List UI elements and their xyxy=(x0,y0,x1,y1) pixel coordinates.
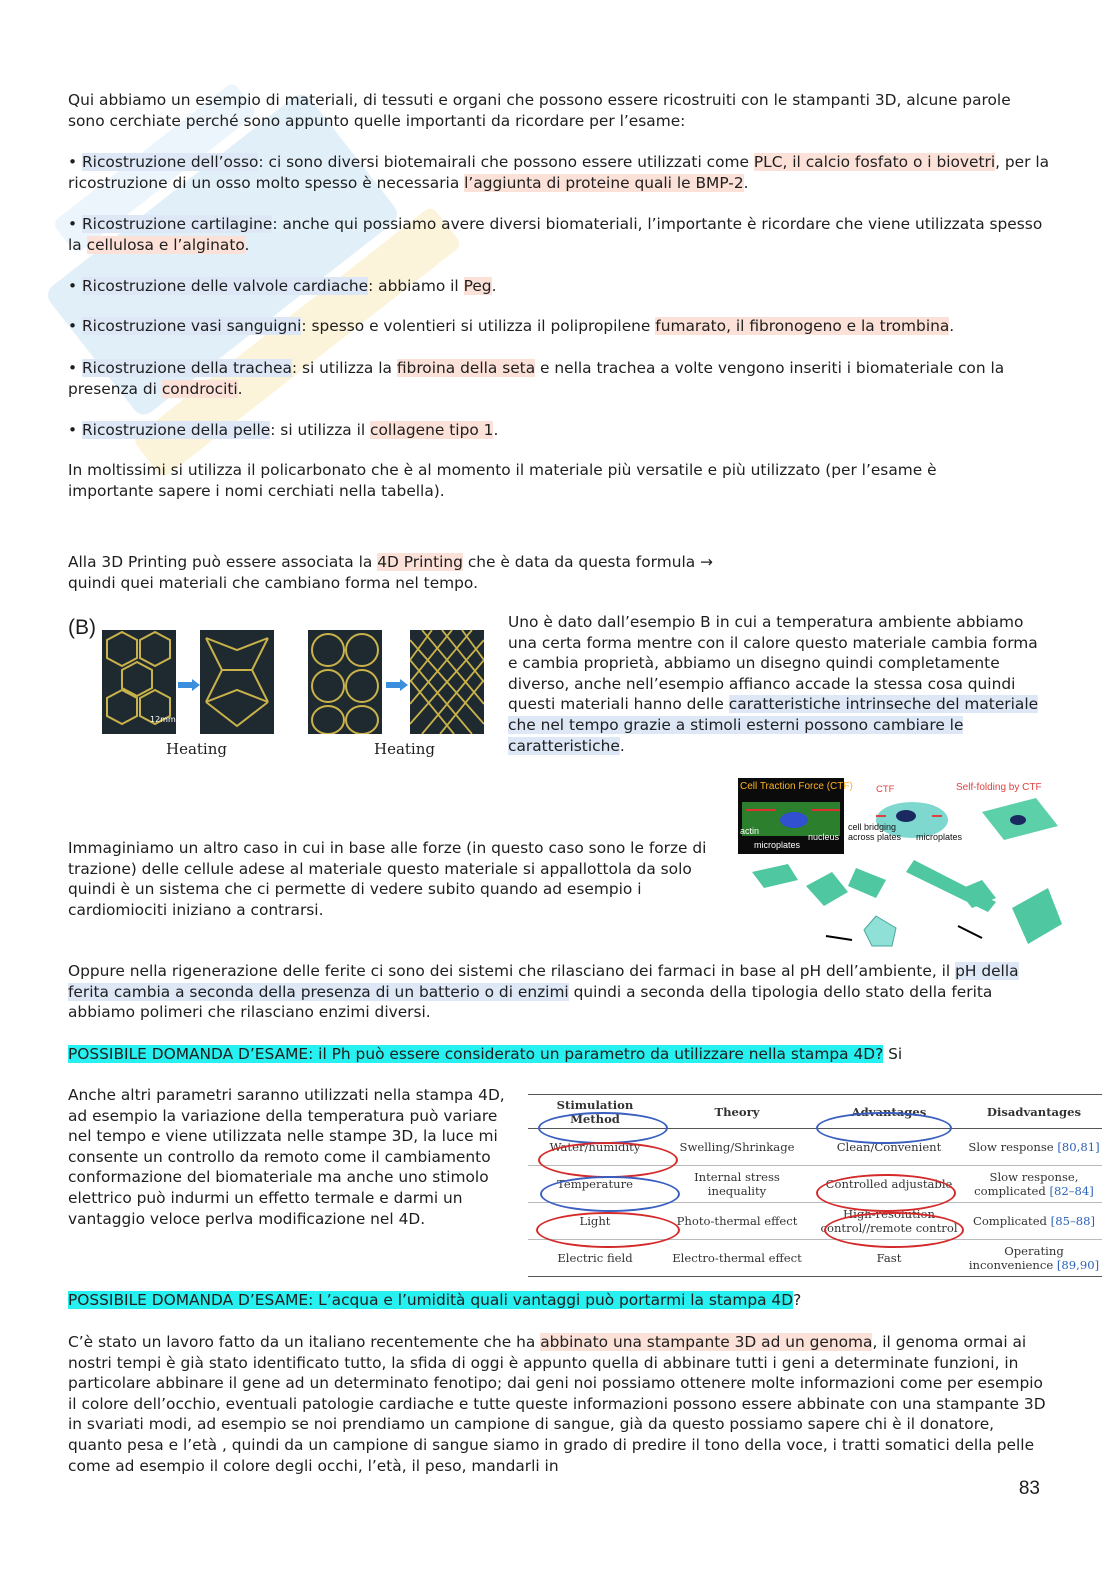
microplates2-label: microplates xyxy=(916,832,963,842)
esempio-b-paragraph: Uno è dato dall’esempio B in cui a temperatura ambiente abbiamo una certa forma mentre con il calore questo materiale cambia forma e cambia proprietà, abbiamo un disegno quindi completamente diverso, anche nell’esempio affianco accade la stessa cosa quindi questi materiali hanno delle caratteristiche intrinseche del materiale che nel tempo grazie a stimoli esterni possono cambiare le caratteristiche. xyxy=(508,613,1039,755)
cell-method: Electric field xyxy=(528,1240,662,1277)
ctf-label: CTF xyxy=(876,784,895,795)
cell-theory: Photo-thermal effect xyxy=(662,1203,812,1240)
cell-advantages: Clean/Convenient xyxy=(812,1129,966,1166)
caption-heating-right: Heating xyxy=(374,740,435,758)
svg-text:12mm: 12mm xyxy=(150,715,176,724)
table-row xyxy=(528,1240,1102,1277)
cell-disadvantages: Complicated [85–88] xyxy=(966,1203,1102,1240)
cell-disadvantages: Slow response, complicated [82–84] xyxy=(966,1166,1102,1203)
cell-disadvantages: Operating inconvenience [89,90] xyxy=(966,1240,1102,1277)
across-plates-label: across plates xyxy=(848,832,902,842)
lattice-image-1 xyxy=(102,630,176,734)
arrow-right-icon xyxy=(178,676,200,688)
parametri-paragraph: Anche altri parametri saranno utilizzati nella stampa 4D, ad esempio la variazione della temperatura può variare nel tempo e viene utilizzata nelle stampe 3D, la luce mi consente un controllo da remoto come il cambiamento conformazione del biomateriale ma anche uno stimolo elettrico può indurmi un effetto termale e darmi un vantaggio veloce perlva modificazione nel 4D. xyxy=(68,1086,505,1228)
header-method: Stimulation Method xyxy=(528,1095,662,1129)
table-row xyxy=(528,1129,1102,1166)
page-number: 83 xyxy=(1018,1478,1040,1499)
genoma-paragraph: C’è stato un lavoro fatto da un italiano recentemente che ha abbinato una stampante 3D ad un genoma, il genoma ormai ai nostri tempi è già stato identificato tutto, la sfida di oggi è appunto quella di abbinare tutti i geni a determinate funzioni, in particolare abbinare il gene ad un determinato fenotipo; dai geni noi possiamo ottenere molte informazioni come per esempio il colore dell’occhio, eventuali patologie cardiache e tutte queste informazioni possono essere abbinate con una stampante 3D in svariati modi, ad esempio se noi prendiamo un campione di sangue, già da questo possiamo sapere chi è il donatore, quanto pesa e l’età , quindi da un campione di sangue siamo in grado di predire il tono della voce, i tratti somatici della pelle come ad esempio il colore degli occhi, l’età, il peso, mandarli in xyxy=(68,1333,1046,1475)
ferite-paragraph: Oppure nella rigenerazione delle ferite ci sono dei sistemi che rilasciano dei farmaci in base al pH dell’ambiente, il pH della ferita cambia a seconda della presenza di un batterio o di enzimi quindi a seconda della tipologia dello stato della ferita abbiamo polimeri che rilasciano enzimi diversi. xyxy=(68,962,1019,1022)
bullet-osso: • Ricostruzione dell’osso: ci sono diversi biotemairali che possono essere utilizzati come PLC, il calcio fosfato o i biovetri, per la ricostruzione di un osso molto spesso è necessaria l’aggiunta di proteine quali le BMP-2. xyxy=(68,153,1050,192)
cell-disadvantages: Slow response [80,81] xyxy=(966,1129,1102,1166)
printing4d-paragraph: Alla 3D Printing può essere associata la 4D Printing che è data da questa formula → quindi quei materiali che cambiano forma nel tempo. xyxy=(68,553,713,592)
bullet-valvole: • Ricostruzione delle valvole cardiache: abbiamo il Peg. xyxy=(68,277,497,295)
cell-advantages: Controlled adjustable xyxy=(812,1166,966,1203)
stimulation-table xyxy=(528,1094,1102,1277)
cell-theory: Electro-thermal effect xyxy=(662,1240,812,1277)
ctf-title: Cell Traction Force (CTF) xyxy=(740,781,853,792)
exam-question-water: POSSIBILE DOMANDA D’ESAME: L’acqua e l’umidità quali vantaggi può portarmi la stampa 4D? xyxy=(68,1291,802,1309)
trazione-paragraph: Immaginiamo un altro caso in cui in base alle forze (in questo caso sono le forze di trazione) delle cellule adese al materiale questo materiale si appallottola da solo quindi è un sistema che ci permette di vedere subito quando ad esempio i cardiomiociti iniziano a contrarsi. xyxy=(68,839,707,919)
cell-method: Temperature xyxy=(528,1166,662,1203)
header-disadvantages: Disadvantages xyxy=(966,1095,1102,1129)
bullet-trachea: • Ricostruzione della trachea: si utilizza la fibroina della seta e nella trachea a volte vengono inseriti i biomateriale con la presenza di condrociti. xyxy=(68,359,1005,398)
figure-b xyxy=(66,614,496,766)
cell-method: Water/humidity xyxy=(528,1129,662,1166)
exam-question-ph: POSSIBILE DOMANDA D’ESAME: il Ph può essere considerato un parametro da utilizzare nella stampa 4D? Si xyxy=(68,1045,903,1063)
header-advantages: Advantages xyxy=(812,1095,966,1129)
lattice-image-3 xyxy=(308,630,382,734)
microplates-label: microplates xyxy=(754,840,801,850)
header-theory: Theory xyxy=(662,1095,812,1129)
cell-method: Light xyxy=(528,1203,662,1240)
cell-theory: Internal stress inequality xyxy=(662,1166,812,1203)
caption-heating-left: Heating xyxy=(166,740,227,758)
cell-traction-figure xyxy=(736,776,1062,948)
bullet-cartilagine: • Ricostruzione cartilagine: anche qui possiamo avere diversi biomateriali, l’importante è ricordare che viene utilizzata spesso la cellulosa e l’alginato. xyxy=(68,215,1043,254)
bullet-pelle: • Ricostruzione della pelle: si utilizza il collagene tipo 1. xyxy=(68,421,499,439)
table-row xyxy=(528,1203,1102,1240)
figure-b-label: (B) xyxy=(68,616,96,639)
table-header-row xyxy=(528,1095,1102,1129)
cell-advantages: Fast xyxy=(812,1240,966,1277)
nucleus-label: nucleus xyxy=(808,832,840,842)
intro-paragraph: Qui abbiamo un esempio di materiali, di tessuti e organi che possono essere ricostruiti con le stampanti 3D, alcune parole sono cerchiate perché sono appunto quelle importanti da ricordare per l’esame: xyxy=(68,91,1011,130)
self-folding-label: Self-folding by CTF xyxy=(956,782,1042,793)
lattice-image-2 xyxy=(200,630,274,734)
arrow-right-icon xyxy=(386,676,408,688)
lattice-image-4 xyxy=(410,630,484,734)
policarbonato-paragraph: In moltissimi si utilizza il policarbonato che è al momento il materiale più versatile e più utilizzato (per l’esame è importante sapere i nomi cerchiati nella tabella). xyxy=(68,461,937,500)
bullet-vasi: • Ricostruzione vasi sanguigni: spesso e volentieri si utilizza il polipropilene fumarato, il fibronogeno e la trombina. xyxy=(68,317,955,335)
cell-advantages: High-resolution control//remote control xyxy=(812,1203,966,1240)
cell-theory: Swelling/Shrinkage xyxy=(662,1129,812,1166)
bridging-label: cell bridging xyxy=(848,822,897,832)
actin-label: actin xyxy=(740,826,760,836)
table-row xyxy=(528,1166,1102,1203)
